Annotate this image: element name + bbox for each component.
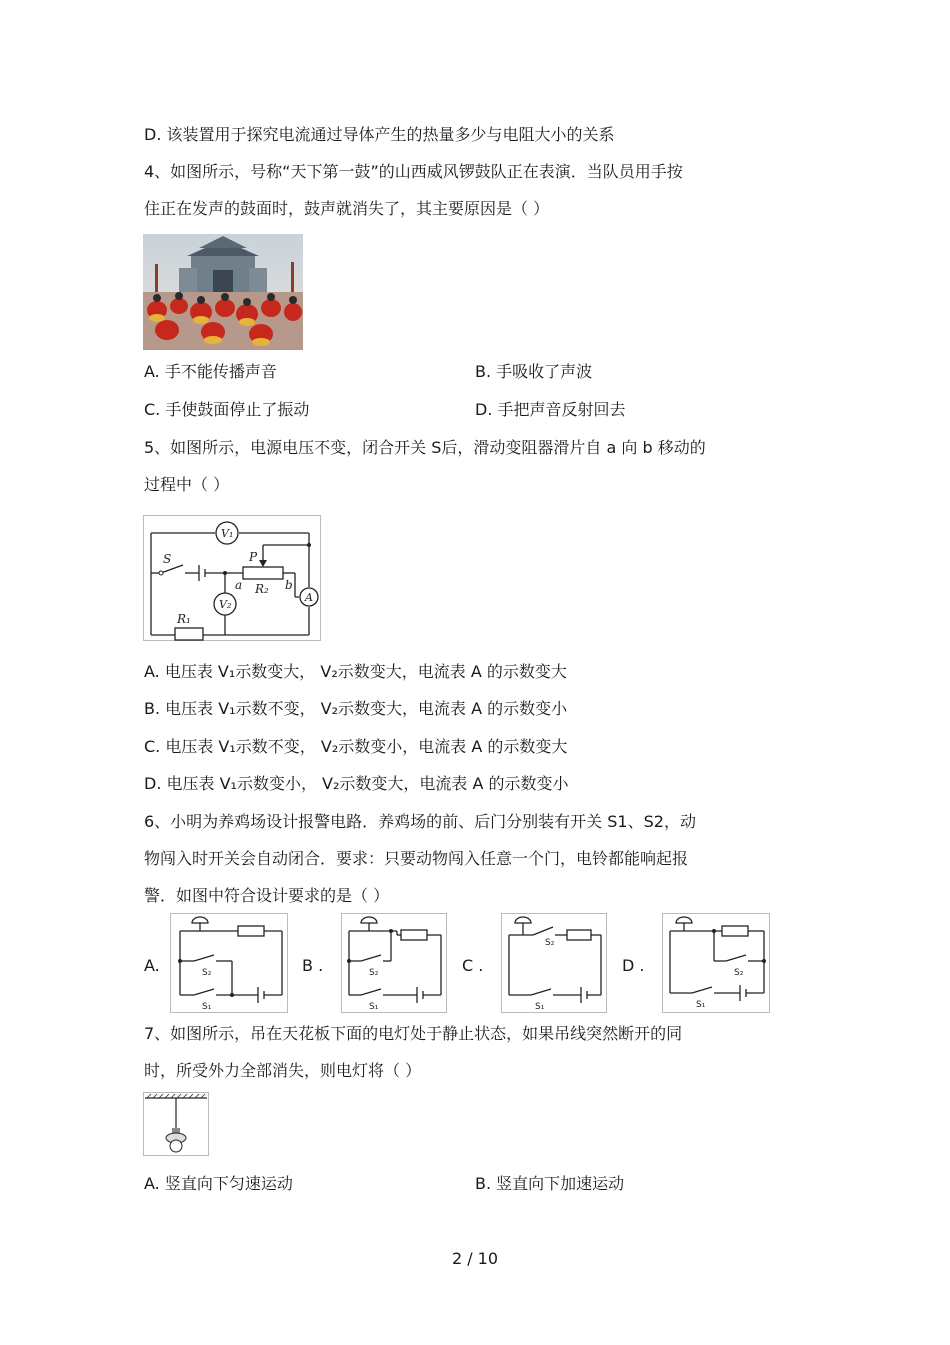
q7-option-a: A. 竖直向下匀速运动 (144, 1174, 293, 1193)
q5-option-b: B. 电压表 V₁示数不变， V₂示数变大，电流表 A 的示数变小 (144, 699, 568, 718)
q6-choice-b-label: B . (302, 956, 324, 975)
q4-option-a: A. 手不能传播声音 (144, 362, 277, 381)
q7-stem-line1: 7、如图所示，吊在天花板下面的电灯处于静止状态，如果吊线突然断开的同 (144, 1024, 683, 1043)
q6-circuit-c (501, 913, 607, 1013)
point-a-label: a (235, 578, 243, 592)
switch-label: S (163, 552, 172, 566)
q7-stem-line2: 时，所受外力全部消失，则电灯将（ ） (144, 1061, 422, 1080)
q6-stem-line1: 6、小明为养鸡场设计报警电路．养鸡场的前、后门分别装有开关 S1、S2，动 (144, 812, 696, 831)
q6b-s1-label: S₁ (369, 1002, 379, 1012)
q4-option-c: C. 手使鼓面停止了振动 (144, 400, 310, 419)
q6-choice-c-label: C . (462, 956, 484, 975)
q5-option-c: C. 电压表 V₁示数不变， V₂示数变小，电流表 A 的示数变大 (144, 737, 568, 756)
q5-option-a: A. 电压表 V₁示数变大， V₂示数变大，电流表 A 的示数变大 (144, 662, 567, 681)
q6-choice-a-label: A. (144, 956, 160, 975)
q6-choice-d-label: D . (622, 956, 645, 975)
q6a-s1-label: S₁ (202, 1002, 212, 1012)
slider-label: P (249, 550, 258, 564)
q6d-s1-label: S₁ (696, 1000, 706, 1010)
v1-label: V₁ (221, 527, 234, 540)
q6-circuit-b (341, 913, 447, 1013)
q7-option-b: B. 竖直向下加速运动 (475, 1174, 625, 1193)
q6c-s1-label: S₁ (535, 1002, 545, 1012)
drum-team-photo (143, 234, 303, 350)
q5-stem-line2: 过程中（ ） (144, 475, 230, 494)
q6-stem-line3: 警．如图中符合设计要求的是（ ） (144, 886, 390, 905)
q4-stem-line1: 4、如图所示，号称“天下第一鼓”的山西威风锣鼓队正在表演．当队员用手按 (144, 162, 683, 181)
q6-stem-line2: 物闯入时开关会自动闭合．要求：只要动物闯入任意一个门，电铃都能响起报 (144, 849, 689, 868)
q5-circuit-diagram (143, 515, 321, 641)
q5-stem-line1: 5、如图所示，电源电压不变，闭合开关 S后，滑动变阻器滑片自 a 向 b 移动的 (144, 438, 706, 457)
q4-stem-line2: 住正在发声的鼓面时，鼓声就消失了，其主要原因是（ ） (144, 199, 550, 218)
point-b-label: b (285, 578, 293, 592)
r1-label: R₁ (177, 612, 191, 626)
q6b-s2-label: S₂ (369, 968, 379, 978)
hanging-lamp-figure (143, 1092, 209, 1156)
ammeter-label: A (305, 591, 313, 604)
q5-option-d: D. 电压表 V₁示数变小， V₂示数变大，电流表 A 的示数变小 (144, 774, 569, 793)
q3-option-d: D. 该装置用于探究电流通过导体产生的热量多少与电阻大小的关系 (144, 125, 615, 144)
v2-label: V₂ (219, 598, 232, 611)
q4-option-d: D. 手把声音反射回去 (475, 400, 626, 419)
q6a-s2-label: S₂ (202, 968, 212, 978)
r2-label: R₂ (255, 582, 269, 596)
q6c-s2-label: S₂ (545, 938, 555, 948)
q6d-s2-label: S₂ (734, 968, 744, 978)
q4-option-b: B. 手吸收了声波 (475, 362, 593, 381)
q6-circuit-a (170, 913, 288, 1013)
q6-circuit-d (662, 913, 770, 1013)
page-number: 2 / 10 (451, 1249, 499, 1268)
